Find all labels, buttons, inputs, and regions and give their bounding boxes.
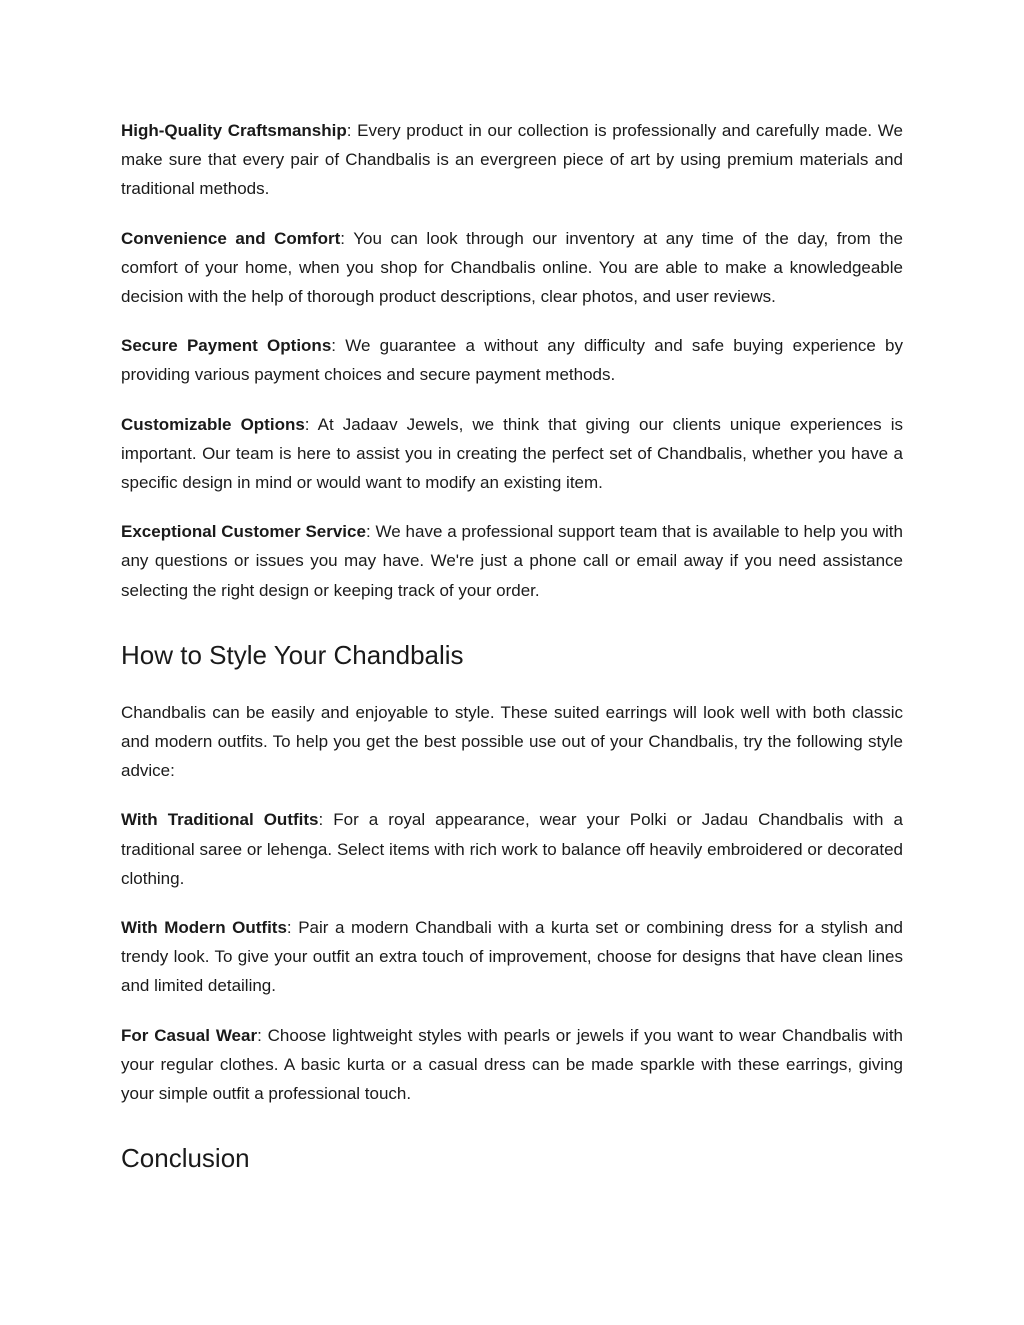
benefit-term: High-Quality Craftsmanship	[121, 121, 347, 140]
benefit-text: : We have a professional support team that is available to help you with any questions or issues you may have. We're just a phone call or email away if you need assistance selecting the right design or keeping track of your order.	[121, 522, 903, 600]
tip-casual	[121, 1021, 903, 1109]
tip-term: With Modern Outfits	[121, 918, 287, 938]
tip-text: : For a royal appearance, wear your Polki or Jadau Chandbalis with a traditional saree or lehenga. Select items with rich work to balance off heavily embroidered or decorated clothing.	[121, 810, 903, 888]
benefit-customer-service	[121, 517, 903, 605]
tip-text: : Choose lightweight styles with pearls or jewels if you want to wear Chandbalis with your regular clothes. A basic kurta or a casual dress can be made sparkle with these earrings, giving your simple outfit a professional touch.	[121, 1025, 904, 1104]
tip-term: With Traditional Outfits	[121, 810, 319, 830]
benefit-text: : At Jadaav Jewels, we think that giving our clients unique experiences is important. Our team is here to assist you in creating the perfect set of Chandbalis, whether you have a specific design in mind or would want to modify an existing item.	[121, 414, 903, 493]
benefit-craftsmanship	[121, 116, 903, 204]
document-page	[121, 116, 903, 1174]
styling-intro: Chandbalis can be easily and enjoyable to style. These suited earrings will look well with both classic and modern outfits. To help you get the best possible use out of your Chandbalis, try the following style advice:	[121, 702, 903, 781]
benefit-term: Exceptional Customer Service	[121, 522, 366, 542]
benefit-convenience	[121, 224, 903, 312]
tip-term: For Casual Wear	[121, 1025, 258, 1045]
benefit-text: : You can look through our inventory at any time of the day, from the comfort of your home, when you shop for Chandbalis online. You are able to make a knowledgeable decision with the help of thorough product descriptions, clear photos, and user reviews.	[121, 228, 903, 307]
styling-heading: How to Style Your Chandbalis	[121, 639, 464, 670]
tip-modern	[121, 913, 903, 1001]
benefit-term: Secure Payment Options	[121, 336, 332, 356]
benefit-customizable	[121, 410, 903, 498]
tip-traditional	[121, 805, 903, 893]
tip-text: : Pair a modern Chandbali with a kurta set or combining dress for a stylish and trendy look. To give your outfit an extra touch of improvement, choose for designs that have clean lines and limited detailing.	[121, 918, 903, 996]
benefit-term: Convenience and Comfort	[121, 228, 341, 248]
benefit-text: : Every product in our collection is professionally and carefully made. We make sure that every pair of Chandbalis is an evergreen piece of art by using premium materials and traditional methods.	[121, 121, 903, 199]
benefit-secure-payment	[121, 331, 903, 389]
benefit-text: : We guarantee a without any difficulty and safe buying experience by providing various payment choices and secure payment methods.	[121, 336, 903, 385]
conclusion-heading: Conclusion	[121, 1143, 250, 1174]
benefit-term: Customizable Options	[121, 414, 305, 434]
